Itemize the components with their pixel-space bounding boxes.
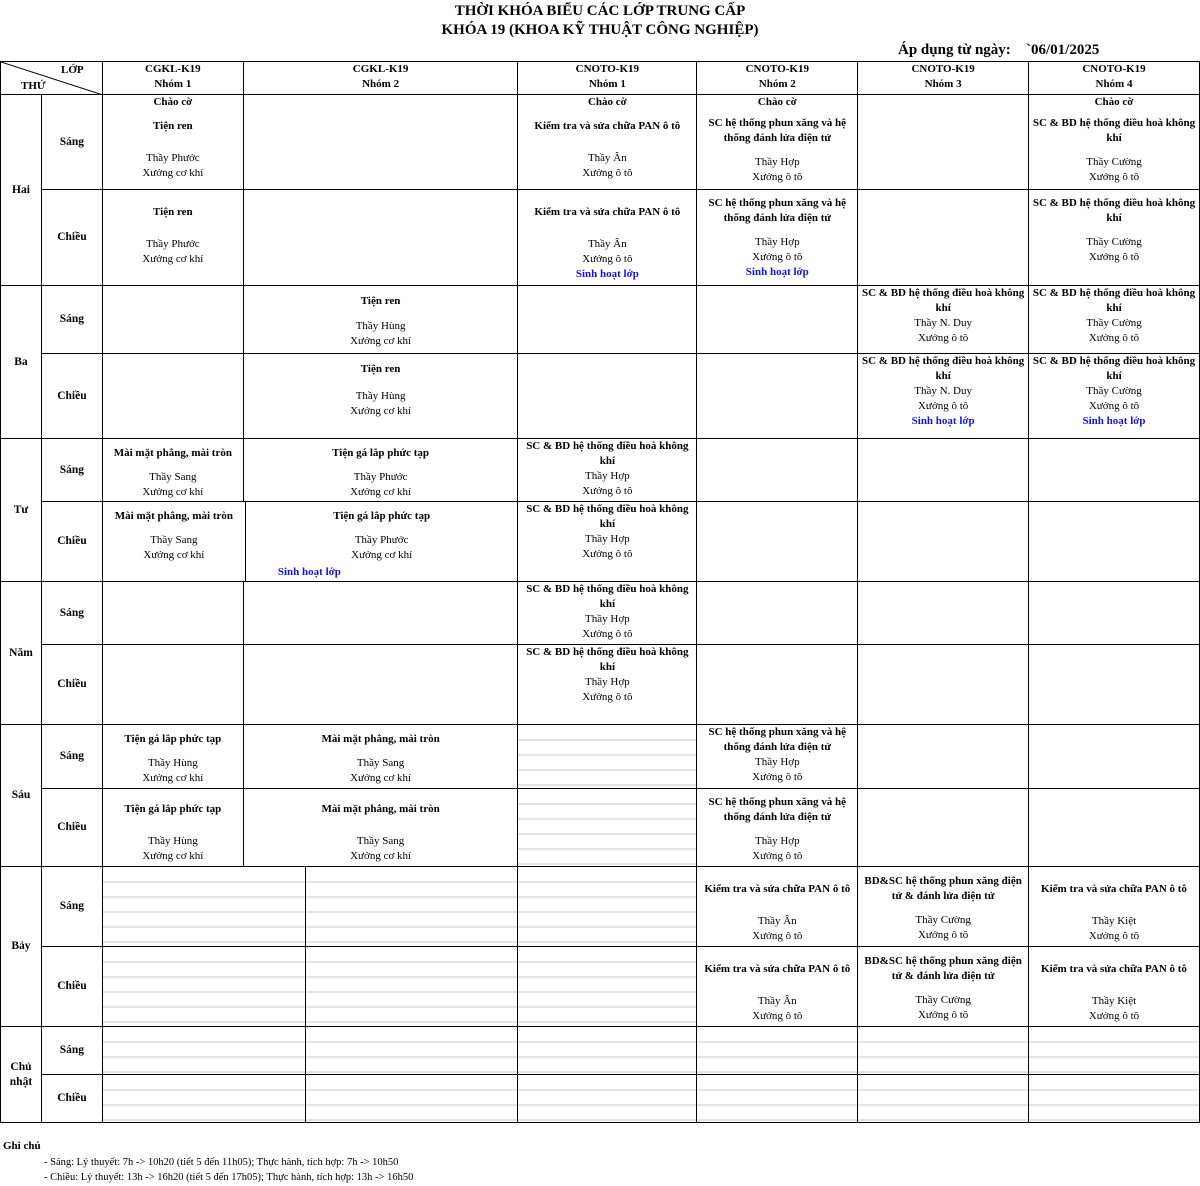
class-cell: Kiểm tra và sửa chữa PAN ô tô Thầy Ân Xưởng ô tô Sinh hoạt lớp xyxy=(518,190,697,286)
timetable-grid xyxy=(0,61,1200,1123)
class-cell-empty xyxy=(518,354,697,439)
day-label: Sáu xyxy=(1,725,42,867)
class-cell-empty xyxy=(1028,725,1199,789)
class-cell-empty xyxy=(102,1027,305,1075)
class-cell-empty xyxy=(305,867,518,947)
page-subtitle: KHÓA 19 (KHOA KỸ THUẬT CÔNG NGHIỆP) xyxy=(441,22,759,38)
class-cell-empty xyxy=(518,1075,697,1123)
class-cell: Tiện gá lắp phức tạp Thầy Hùng Xưởng cơ khí xyxy=(102,789,243,867)
page-title: THỜI KHÓA BIỂU CÁC LỚP TRUNG CẤP xyxy=(454,3,746,19)
row-wed-afternoon xyxy=(1,502,1200,582)
class-cell: SC & BD hệ thống điều hoà không khí Thầy Hợp Xưởng ô tô xyxy=(518,582,697,645)
class-cell-empty xyxy=(305,1027,518,1075)
class-cell: Tiện gá lắp phức tạp Thầy Hùng Xưởng cơ khí xyxy=(102,725,243,789)
row-mon-afternoon xyxy=(1,190,1200,286)
class-activity-note: Sinh hoạt lớp xyxy=(575,268,639,280)
class-cell-empty xyxy=(697,582,858,645)
column-header: CNOTO-K19 Nhóm 1 xyxy=(518,62,697,95)
class-cell-empty xyxy=(858,645,1029,725)
class-cell: Kiểm tra và sửa chữa PAN ô tô Thầy Ân Xưởng ô tô xyxy=(697,867,858,947)
class-cell: Chào cờ Kiểm tra và sửa chữa PAN ô tô Thầy Ân Xưởng ô tô xyxy=(518,95,697,190)
class-cell-empty xyxy=(858,439,1029,502)
column-header: CGKL-K19 Nhóm 1 xyxy=(102,62,243,95)
class-cell-empty xyxy=(102,354,243,439)
class-cell-empty xyxy=(697,502,858,582)
session-label: Sáng xyxy=(41,867,102,947)
session-label: Sáng xyxy=(41,1027,102,1075)
row-sun-afternoon xyxy=(1,1075,1200,1123)
class-cell-empty xyxy=(102,867,305,947)
column-header: CNOTO-K19 Nhóm 3 xyxy=(858,62,1029,95)
day-axis-label: THỨ xyxy=(21,80,46,92)
class-cell: SC & BD hệ thống điều hoà không khí Thầy Hợp Xưởng ô tô xyxy=(518,439,697,502)
class-cell-empty xyxy=(858,95,1029,190)
class-cell: Mài mặt phẳng, mài tròn Thầy Sang Xưởng cơ khí xyxy=(243,789,518,867)
class-cell-empty xyxy=(518,789,697,867)
row-fri-afternoon xyxy=(1,789,1200,867)
class-axis-label: LỚP xyxy=(61,64,84,76)
class-cell-empty xyxy=(697,1027,858,1075)
class-cell-pair: Mài mặt phẳng, mài tròn Thầy Sang Xưởng cơ khí Tiện gá lắp phức tạp Thầy Phước Xưởng cơ khí Sinh hoạt lớp xyxy=(102,502,518,582)
session-label: Chiều xyxy=(41,502,102,582)
class-cell: Kiểm tra và sửa chữa PAN ô tô Thầy Kiệt Xưởng ô tô xyxy=(1028,947,1199,1027)
class-cell-empty xyxy=(1028,1075,1199,1123)
row-mon-morning xyxy=(1,95,1200,190)
class-cell: Tiện ren Thầy Hùng Xưởng cơ khí xyxy=(243,354,518,439)
class-cell-empty xyxy=(697,645,858,725)
class-cell-empty xyxy=(102,947,305,1027)
row-sat-afternoon xyxy=(1,947,1200,1027)
class-cell-empty xyxy=(1028,439,1199,502)
class-cell-empty xyxy=(697,439,858,502)
timetable xyxy=(0,61,1200,1123)
class-cell: Tiện gá lắp phức tạp Thầy Phước Xưởng cơ khí xyxy=(243,439,518,502)
class-activity-note: Sinh hoạt lớp xyxy=(745,266,809,278)
column-header: CNOTO-K19 Nhóm 4 xyxy=(1028,62,1199,95)
day-label: Năm xyxy=(1,582,42,725)
class-cell: Chào cờ SC hệ thống phun xăng và hệ thống đánh lửa điện tử Thầy Hợp Xưởng ô tô xyxy=(697,95,858,190)
row-fri-morning xyxy=(1,725,1200,789)
day-label: Tư xyxy=(1,439,42,582)
class-cell-empty xyxy=(305,1075,518,1123)
class-cell-empty xyxy=(697,354,858,439)
session-label: Sáng xyxy=(41,582,102,645)
row-sun-morning xyxy=(1,1027,1200,1075)
row-tue-morning xyxy=(1,286,1200,354)
class-cell-empty xyxy=(858,1027,1029,1075)
column-header: CGKL-K19 Nhóm 2 xyxy=(243,62,518,95)
class-cell-empty xyxy=(102,582,243,645)
class-cell-empty xyxy=(243,190,518,286)
class-cell: SC & BD hệ thống điều hoà không khí Thầy Hợp Xưởng ô tô xyxy=(518,645,697,725)
class-cell: SC hệ thống phun xăng và hệ thống đánh lửa điện tử Thầy Hợp Xưởng ô tô Sinh hoạt lớp xyxy=(697,190,858,286)
class-cell: Mài mặt phẳng, mài tròn Thầy Sang Xưởng cơ khí xyxy=(102,439,243,502)
class-cell-empty xyxy=(243,582,518,645)
row-tue-afternoon xyxy=(1,354,1200,439)
class-cell-empty xyxy=(518,1027,697,1075)
class-cell-empty xyxy=(243,645,518,725)
class-cell-empty xyxy=(518,867,697,947)
class-cell: Kiểm tra và sửa chữa PAN ô tô Thầy Kiệt Xưởng ô tô xyxy=(1028,867,1199,947)
class-cell: SC & BD hệ thống điều hoà không khí Thầy Cường Xưởng ô tô xyxy=(1028,286,1199,354)
apply-date-label: Áp dụng từ ngày: xyxy=(898,42,1011,58)
class-cell: Tiện ren Thầy Phước Xưởng cơ khí xyxy=(102,190,243,286)
class-cell: SC hệ thống phun xăng và hệ thống đánh lửa điện tử Thầy Hợp Xưởng ô tô xyxy=(697,725,858,789)
class-activity-note: Sinh hoạt lớp xyxy=(1082,415,1146,427)
row-thu-afternoon xyxy=(1,645,1200,725)
header-row xyxy=(1,62,1200,95)
session-label: Sáng xyxy=(41,725,102,789)
class-cell: Chào cờ SC & BD hệ thống điều hoà không khí Thầy Cường Xưởng ô tô xyxy=(1028,95,1199,190)
class-cell-empty xyxy=(518,947,697,1027)
class-cell: Kiểm tra và sửa chữa PAN ô tô Thầy Ân Xưởng ô tô xyxy=(697,947,858,1027)
session-label: Chiều xyxy=(41,354,102,439)
corner-cell xyxy=(1,62,103,95)
class-cell-empty xyxy=(858,1075,1029,1123)
class-cell-empty xyxy=(102,645,243,725)
class-cell-empty xyxy=(697,1075,858,1123)
apply-date-value: `06/01/2025 xyxy=(1026,42,1100,58)
class-cell: Mài mặt phẳng, mài tròn Thầy Sang Xưởng cơ khí xyxy=(243,725,518,789)
session-label: Chiều xyxy=(41,947,102,1027)
class-cell-empty xyxy=(102,286,243,354)
day-label: Bảy xyxy=(1,867,42,1027)
class-activity-note: Sinh hoạt lớp xyxy=(277,566,341,578)
session-label: Chiều xyxy=(41,1075,102,1123)
class-cell: SC & BD hệ thống điều hoà không khí Thầy N. Duy Xưởng ô tô xyxy=(858,286,1029,354)
class-cell: BD&SC hệ thống phun xăng điện tử & đánh lửa điện tử Thầy Cường Xưởng ô tô xyxy=(858,947,1029,1027)
class-cell-empty xyxy=(518,286,697,354)
session-label: Chiều xyxy=(41,645,102,725)
note-morning: - Sáng: Lý thuyết: 7h -> 10h20 (tiết 5 đến 11h05); Thực hành, tích hợp: 7h -> 10h50 xyxy=(44,1157,399,1168)
class-activity-note: Sinh hoạt lớp xyxy=(911,415,975,427)
class-cell-empty xyxy=(518,725,697,789)
class-cell-empty xyxy=(102,1075,305,1123)
class-cell-empty xyxy=(1028,1027,1199,1075)
notes-heading: Ghi chú xyxy=(3,1140,41,1152)
day-label: Chủ nhật xyxy=(1,1027,42,1123)
day-label: Ba xyxy=(1,286,42,439)
class-cell-empty xyxy=(305,947,518,1027)
class-cell-empty xyxy=(697,286,858,354)
class-cell: SC & BD hệ thống điều hoà không khí Thầy Cường Xưởng ô tô Sinh hoạt lớp xyxy=(1028,354,1199,439)
class-cell: SC & BD hệ thống điều hoà không khí Thầy N. Duy Xưởng ô tô Sinh hoạt lớp xyxy=(858,354,1029,439)
class-cell-empty xyxy=(1028,582,1199,645)
class-cell: Chào cờ Tiện ren Thầy Phước Xưởng cơ khí xyxy=(102,95,243,190)
note-afternoon: - Chiều: Lý thuyết: 13h -> 16h20 (tiết 5 đến 17h05); Thực hành, tích hợp: 13h -> 16h50 xyxy=(44,1172,414,1183)
class-cell: SC & BD hệ thống điều hoà không khí Thầy Cường Xưởng ô tô xyxy=(1028,190,1199,286)
session-label: Chiều xyxy=(41,190,102,286)
class-cell-empty xyxy=(1028,645,1199,725)
day-label: Hai xyxy=(1,95,42,286)
class-cell-empty xyxy=(243,95,518,190)
class-cell: SC hệ thống phun xăng và hệ thống đánh lửa điện tử Thầy Hợp Xưởng ô tô xyxy=(697,789,858,867)
class-cell-empty xyxy=(858,190,1029,286)
class-cell-empty xyxy=(858,789,1029,867)
session-label: Chiều xyxy=(41,789,102,867)
row-wed-morning xyxy=(1,439,1200,502)
class-cell-empty xyxy=(1028,502,1199,582)
class-cell: Tiện ren Thầy Hùng Xưởng cơ khí xyxy=(243,286,518,354)
class-cell-empty xyxy=(858,502,1029,582)
session-label: Sáng xyxy=(41,286,102,354)
class-cell: SC & BD hệ thống điều hoà không khí Thầy Hợp Xưởng ô tô xyxy=(518,502,697,582)
session-label: Sáng xyxy=(41,95,102,190)
class-cell-empty xyxy=(1028,789,1199,867)
row-sat-morning xyxy=(1,867,1200,947)
column-header: CNOTO-K19 Nhóm 2 xyxy=(697,62,858,95)
row-thu-morning xyxy=(1,582,1200,645)
session-label: Sáng xyxy=(41,439,102,502)
class-cell-empty xyxy=(858,582,1029,645)
class-cell-empty xyxy=(858,725,1029,789)
corner-diagonal-icon xyxy=(1,62,102,95)
class-cell: BD&SC hệ thống phun xăng điện tử & đánh lửa điện tử Thầy Cường Xưởng ô tô xyxy=(858,867,1029,947)
